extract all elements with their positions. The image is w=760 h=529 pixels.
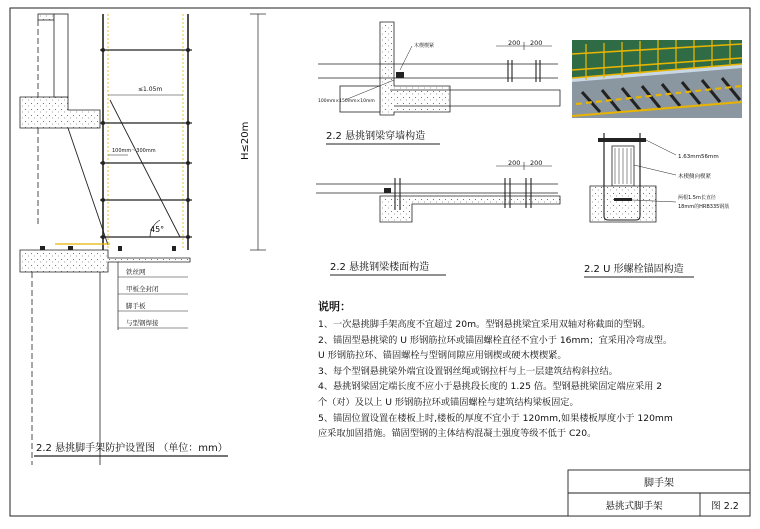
note-line: 应采取加固措施。锚固型钢的主体结构混凝土强度等级不低于 C20。: [318, 428, 597, 440]
note-line: 3、每个型钢悬挑梁外端宜设置钢丝绳或钢拉杆与上一层建筑结构斜拉结。: [318, 365, 618, 377]
note-line: U 形钢筋拉环、锚固螺栓与型钢间隙应用钢楔或硬木楔楔紧。: [318, 350, 567, 362]
u-bolt-anchor-detail: [584, 133, 729, 277]
ubolt-plate-label: 1.63mm56mm: [678, 154, 719, 160]
gap-dimension: 100mm～300mm: [112, 148, 156, 154]
ubolt-detail-title: 2.2 U 形螺栓锚固构造: [584, 264, 684, 275]
title-block: [568, 470, 750, 516]
floor-slab-lower: [20, 250, 190, 272]
legend-item-4: 与型钢焊接: [126, 319, 159, 327]
notes-heading: 说明：: [318, 300, 351, 313]
notes-section: [318, 298, 738, 442]
slab-detail-title: 2.2 悬挑钢梁楼面构造: [330, 262, 430, 273]
wall-detail-title: 2.2 悬挑钢梁穿墙构造: [326, 131, 426, 142]
wall-wood-wedge-label: 木楔楔紧: [414, 43, 435, 49]
legend-item-3: 脚手板: [126, 302, 146, 310]
slab-anchor-detail: [316, 159, 560, 275]
angle-label: 45°: [150, 225, 165, 234]
note-line: 5、锚固位置设置在楼板上时,楼板的厚度不宜小于 120mm,如果楼板厚度小于 120mm: [318, 412, 673, 424]
note-line: 4、悬挑钢梁固定端长度不应小于悬挑段长度的 1.25 倍。型钢悬挑梁固定端应采用 2: [318, 381, 663, 393]
ubolt-wedge-label: 木楔侧向楔紧: [678, 174, 712, 180]
legend-item-1: 铁丝网: [126, 268, 146, 276]
legend-item-2: 甲板全封闭: [126, 285, 159, 293]
note-line: 1、一次悬挑脚手架高度不宜超过 20m。型钢悬挑梁宜采用双轴对称截面的型钢。: [318, 319, 651, 330]
ubolt-bars-label-2: 18mm的HRB335钢筋: [678, 204, 730, 210]
main-drawing-title: 2.2 悬挑脚手架防护设置图 （单位：mm）: [36, 443, 228, 454]
spacing-dimension: ≤1.05m: [138, 86, 163, 93]
note-line: 2、锚固型悬挑梁的 U 形钢筋拉环或锚固螺栓直径不宜小于 16mm；宜采用冷弯成型。: [318, 334, 673, 346]
title-block-number: 图 2.2: [711, 501, 739, 512]
note-line: 个（对）及以上 U 形钢筋拉环或锚固螺栓与建筑结构梁板固定。: [318, 396, 579, 408]
ubolt-bars-label-1: 两根1.5m长直径: [678, 195, 716, 201]
slab-dimension-1: 200: [508, 159, 521, 167]
main-scaffold-drawing: [20, 14, 266, 465]
wall-sleeve-label: 100mm×150mm×10mm: [318, 99, 375, 104]
wall-through-detail: [318, 22, 560, 144]
title-block-name: 悬挑式脚手架: [605, 501, 663, 512]
floor-slab-upper: [20, 97, 100, 128]
wall-dimension-1: 200: [508, 39, 521, 47]
wall-dimension-2: 200: [530, 39, 543, 47]
scaffold-render-photo: [572, 40, 742, 118]
slab-dimension-2: 200: [530, 159, 543, 167]
title-block-category: 脚手架: [644, 478, 674, 489]
height-limit-label: H≤20m: [240, 121, 251, 160]
